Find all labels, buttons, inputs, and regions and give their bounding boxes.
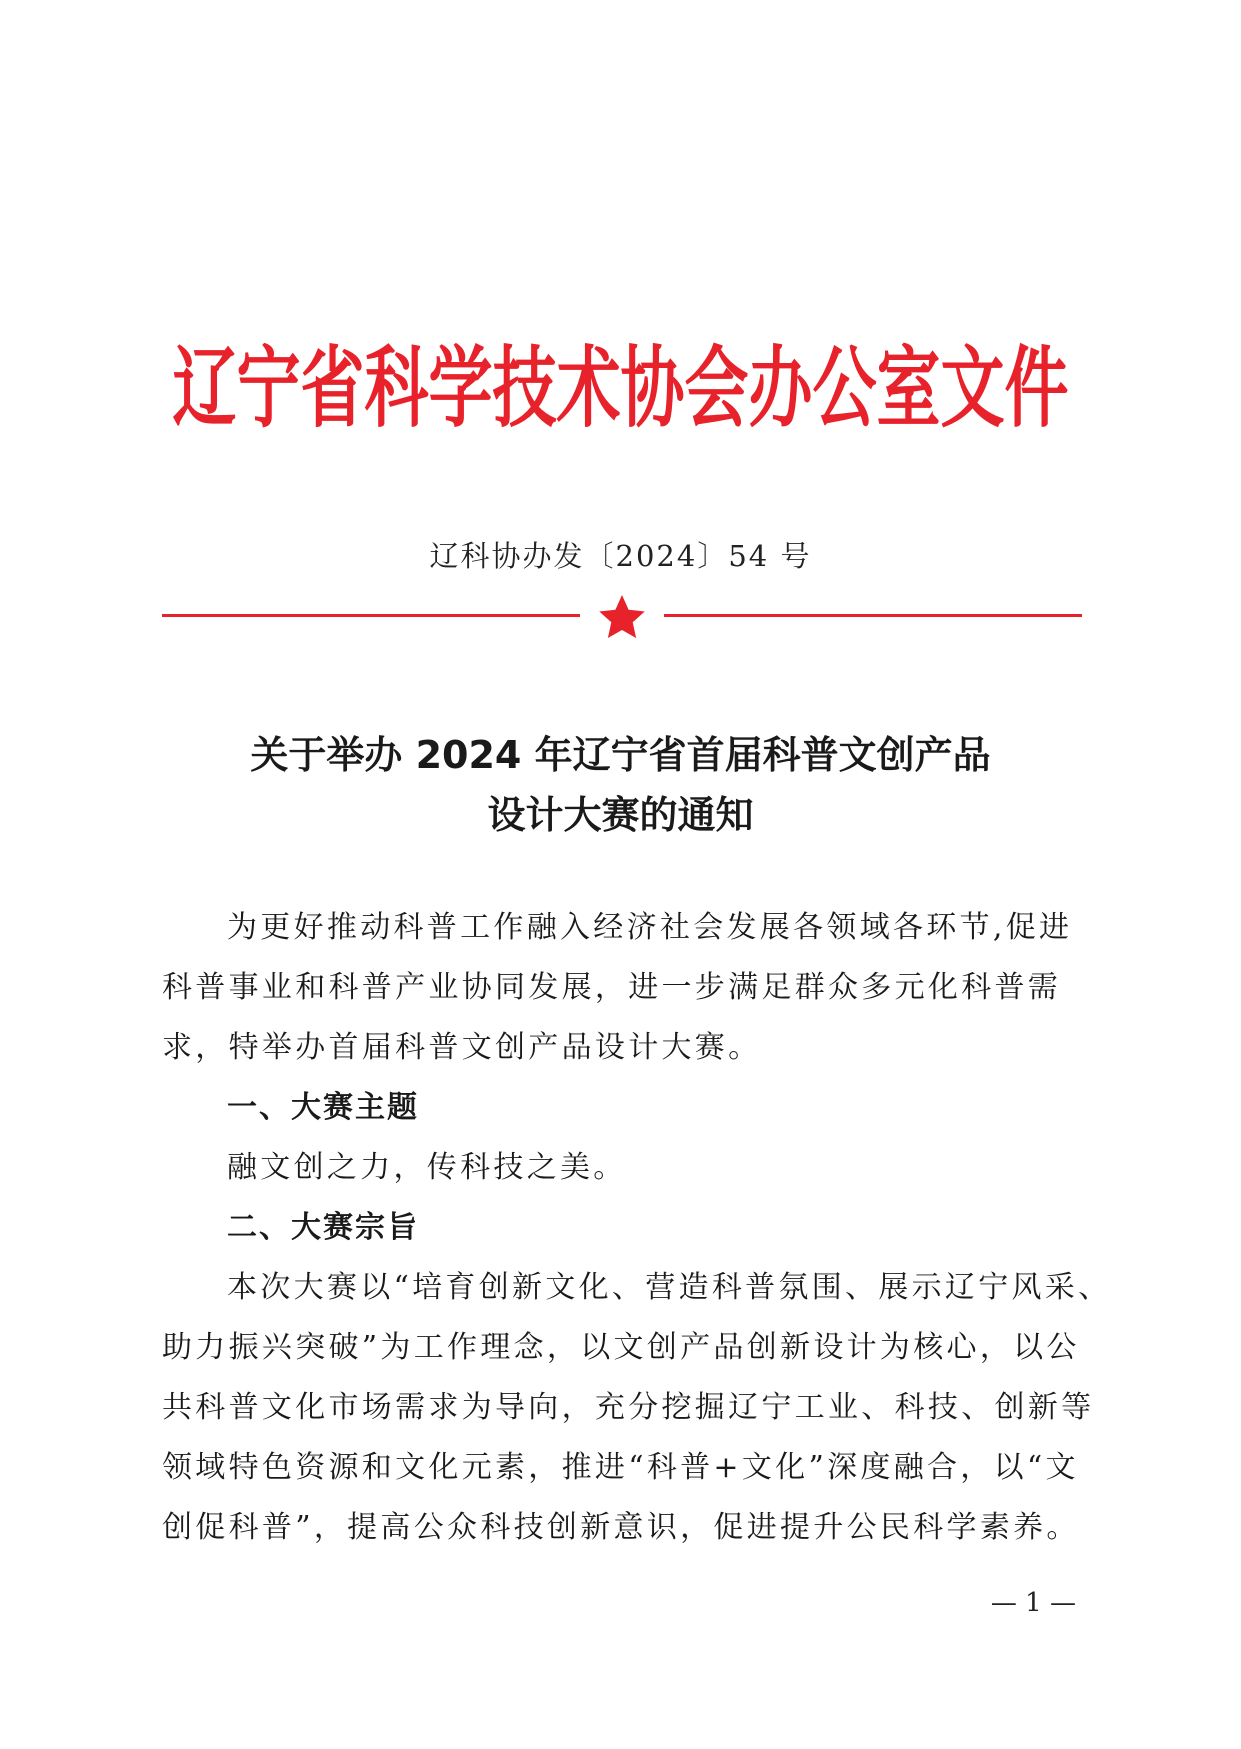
- separator-line-right: [664, 614, 1082, 617]
- intro-line-2: 科普事业和科普产业协同发展，进一步满足群众多元化科普需: [162, 970, 1062, 1005]
- purpose-line-3: 共科普文化市场需求为导向，充分挖掘辽宁工业、科技、创新等: [162, 1390, 1095, 1425]
- section-heading-purpose: 二、大赛宗旨: [227, 1210, 419, 1245]
- separator-line-left: [162, 614, 580, 617]
- purpose-line-5: 创促科普”，提高公众科技创新意识，促进提升公民科学素养。: [162, 1510, 1080, 1545]
- document-number: 辽科协办发〔2024〕54 号: [429, 539, 812, 573]
- intro-line-3: 求，特举办首届科普文创产品设计大赛。: [162, 1030, 762, 1065]
- star-icon: [599, 595, 644, 638]
- purpose-line-1: 本次大赛以“培育创新文化、营造科普氛围、展示辽宁风采、: [227, 1270, 1112, 1305]
- purpose-line-2: 助力振兴突破”为工作理念，以文创产品创新设计为核心，以公: [162, 1330, 1080, 1365]
- red-separator: [162, 594, 1082, 638]
- notice-title-line-1: 关于举办 2024 年辽宁省首届科普文创产品: [250, 733, 991, 777]
- page-number: — 1 —: [990, 1588, 1076, 1618]
- purpose-line-4: 领域特色资源和文化元素，推进“科普+文化”深度融合，以“文: [162, 1450, 1079, 1485]
- issuer-title: 辽宁省科学技术协会办公室文件: [172, 338, 1069, 441]
- intro-line-1: 为更好推动科普工作融入经济社会发展各领域各环节,促进: [227, 910, 1073, 945]
- section-heading-theme: 一、大赛主题: [227, 1090, 419, 1125]
- notice-title-line-2: 设计大赛的通知: [487, 793, 754, 837]
- section-theme-text: 融文创之力，传科技之美。: [227, 1150, 627, 1185]
